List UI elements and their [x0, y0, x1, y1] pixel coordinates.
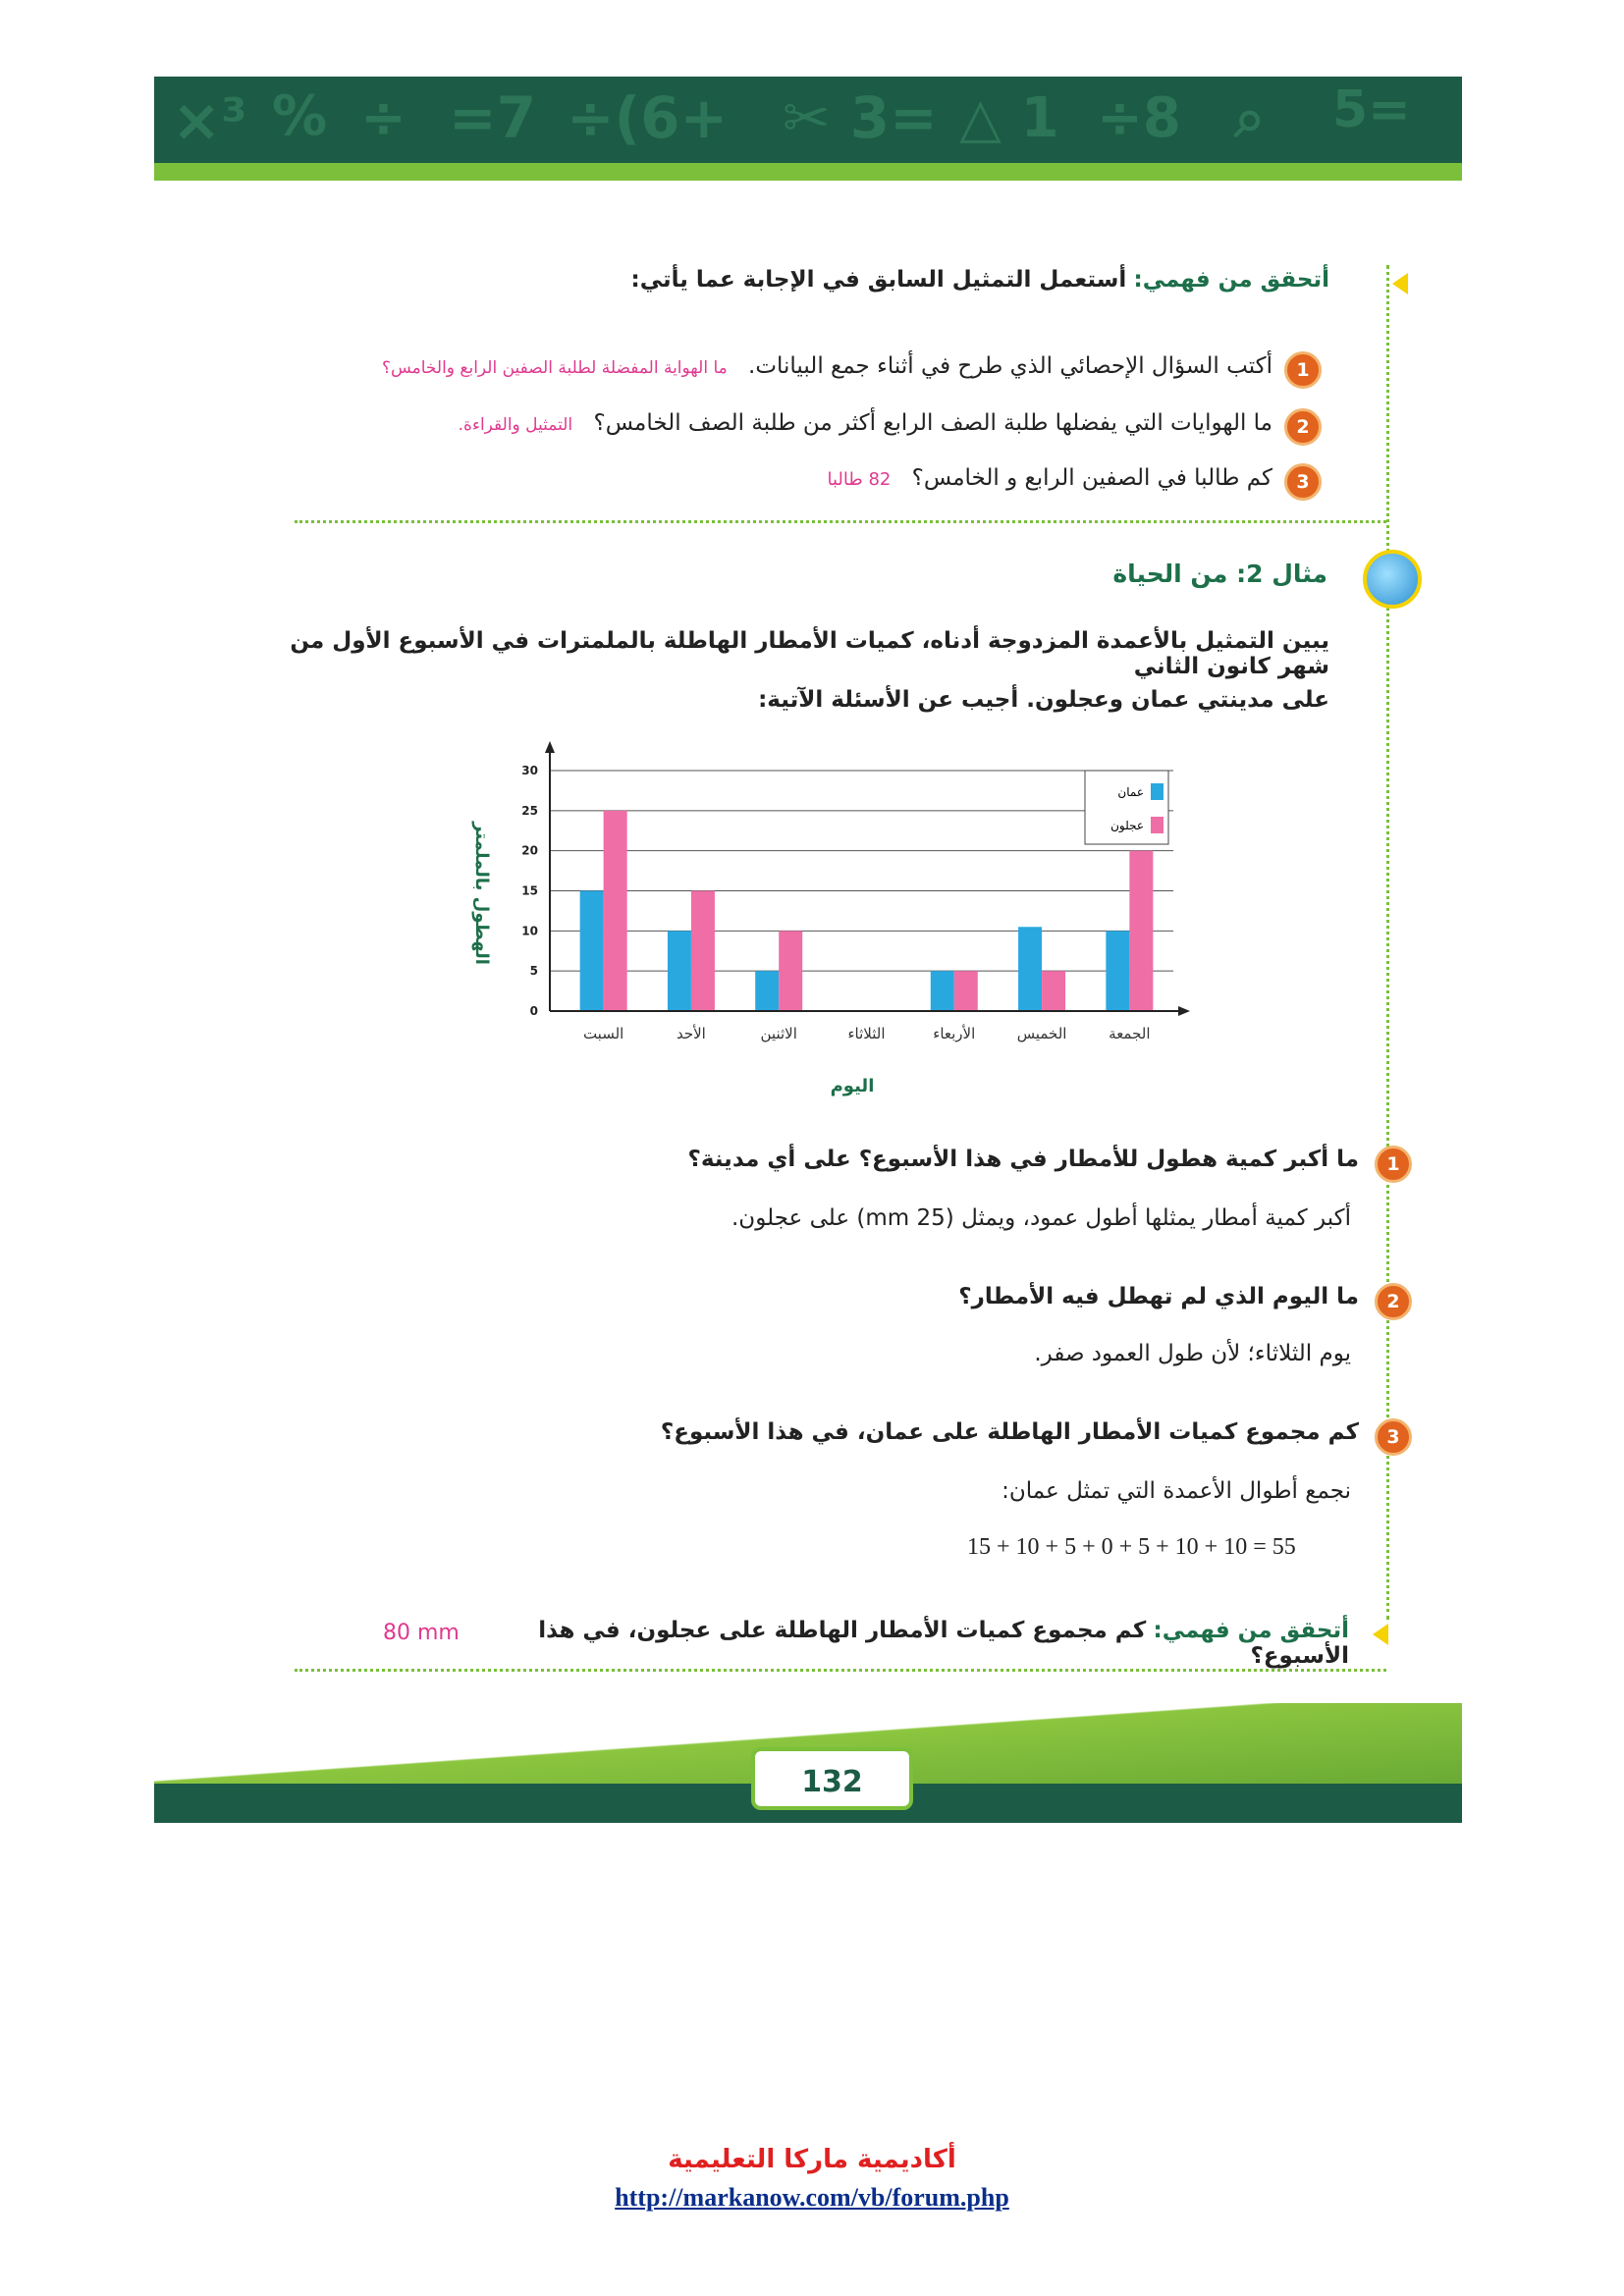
check-item-text: ما الهوايات التي يفضلها طلبة الصف الرابع أكثر من طلبة الصف الخامس؟: [593, 410, 1272, 436]
legend-label-amman: عمان: [1117, 785, 1144, 799]
academy-name: أكاديمية ماركا التعليمية: [668, 2145, 956, 2174]
check-item-answer: التمثيل والقراءة.: [458, 415, 573, 435]
item-number-1: 1: [1284, 351, 1322, 389]
y-tick-label: 20: [521, 843, 538, 858]
x-axis-arrow-icon: [1178, 1006, 1190, 1016]
bar-ajloun: [1042, 971, 1065, 1011]
check-item-text: أكتب السؤال الإحصائي الذي طرح في أثناء جمع البيانات.: [748, 353, 1272, 379]
check-item-3: [251, 465, 1272, 491]
y-tick-label: 30: [521, 764, 538, 777]
chart-bars: [580, 811, 1154, 1011]
y-tick-label: 15: [521, 883, 538, 898]
legend-swatch-amman: [1151, 783, 1164, 800]
item-number-3: 3: [1284, 463, 1322, 501]
x-tick-label: الجمعة: [1109, 1025, 1151, 1042]
section-divider: [295, 1669, 1386, 1672]
example-intro-line1: يبين التمثيل بالأعمدة المزدوجة أدناه، كميات الأمطار الهاطلة بالملمترات في الأسبوع الأول من شهر كانون الثاني: [290, 628, 1329, 679]
y-axis-label: الهطول بالملمتر: [471, 822, 492, 965]
check-item-answer: ما الهواية المفضلة لطلبة الصفين الرابع والخامس؟: [381, 358, 728, 378]
check-item-2: [251, 410, 1272, 436]
y-axis-arrow-icon: [545, 741, 555, 753]
question-3: كم مجموع كميات الأمطار الهاطلة على عمان، في هذا الأسبوع؟: [660, 1419, 1359, 1445]
x-tick-label: الثلاثاء: [847, 1025, 886, 1042]
check-label: أتحقق من فهمي:: [1153, 1618, 1349, 1643]
academy-url-container: [0, 2183, 1624, 2213]
legend-swatch-ajloun: [1151, 817, 1164, 833]
rainfall-bar-chart: [452, 741, 1208, 1109]
check-understanding-1: [289, 267, 1329, 293]
answer-2: يوم الثلاثاء؛ لأن طول العمود صفر.: [1034, 1341, 1351, 1366]
bar-ajloun: [954, 971, 978, 1011]
chart-y-ticks: [521, 764, 538, 1018]
content-frame-border: [1386, 265, 1389, 1620]
chart-gridlines: [550, 771, 1173, 971]
bar-ajloun: [1129, 851, 1153, 1011]
question-number-1: 1: [1375, 1146, 1412, 1183]
x-tick-label: الاثنين: [760, 1025, 797, 1042]
check-question: كم مجموع كميات الأمطار الهاطلة على عجلون، في هذا الأسبوع؟: [538, 1618, 1349, 1669]
question-number-2: 2: [1375, 1283, 1412, 1320]
bar-amman: [1018, 927, 1042, 1011]
check-arrow-icon: [1373, 1624, 1388, 1645]
example-title: مثال 2: من الحياة: [1112, 560, 1327, 588]
question-1: ما أكبر كمية هطول للأمطار في هذا الأسبوع؟ على أي مدينة؟: [687, 1147, 1359, 1172]
answer-3: نجمع أطوال الأعمدة التي تمثل عمان:: [1001, 1478, 1351, 1504]
x-tick-label: الخميس: [1016, 1025, 1067, 1042]
check-item-1: [251, 353, 1272, 379]
item-number-2: 2: [1284, 408, 1322, 446]
x-tick-label: الأربعاء: [933, 1025, 976, 1042]
x-tick-label: السبت: [582, 1025, 624, 1042]
bar-amman: [1106, 931, 1129, 1011]
y-tick-label: 0: [529, 1004, 538, 1018]
answer-3-equation: 15 + 10 + 5 + 0 + 5 + 10 + 10 = 55: [967, 1534, 1296, 1560]
bar-amman: [755, 971, 779, 1011]
question-2: ما اليوم الذي لم تهطل فيه الأمطار؟: [958, 1284, 1359, 1309]
bar-ajloun: [691, 891, 715, 1012]
check-answer: 80 mm: [383, 1621, 460, 1645]
globe-icon: [1363, 550, 1422, 609]
page-number: 132: [751, 1747, 913, 1810]
check-item-text: كم طالبا في الصفين الرابع و الخامس؟: [911, 465, 1272, 491]
check-item-answer: 82 طالبا: [827, 469, 892, 490]
bar-ajloun: [604, 811, 627, 1011]
x-axis-label: اليوم: [830, 1076, 875, 1096]
bar-amman: [668, 931, 691, 1011]
check-arrow-icon: [1392, 273, 1408, 294]
bar-ajloun: [779, 931, 802, 1011]
y-tick-label: 5: [529, 964, 538, 979]
bar-amman: [580, 891, 604, 1012]
header-banner: ×³ % ÷ =7 ÷(6+ ✂ 3= △ 1 ÷8 ⌕ 5=: [154, 77, 1462, 180]
check-prompt: أستعمل التمثيل السابق في الإجابة عما يأتي:: [630, 267, 1127, 293]
legend-label-ajloun: عجلون: [1110, 819, 1144, 832]
y-tick-label: 25: [521, 803, 538, 818]
question-number-3: 3: [1375, 1418, 1412, 1456]
example-intro-line2: على مدينتي عمان وعجلون. أجيب عن الأسئلة الآتية:: [758, 687, 1329, 713]
header-green-stripe: [154, 163, 1462, 181]
chart-x-ticks: [583, 1024, 1151, 1042]
answer-1: أكبر كمية أمطار يمثلها أطول عمود، ويمثل (25 mm) على عجلون.: [731, 1205, 1351, 1231]
check-label: أتحقق من فهمي:: [1133, 267, 1329, 293]
x-tick-label: الأحد: [676, 1025, 706, 1042]
check-understanding-2: [465, 1618, 1349, 1669]
bar-amman: [931, 971, 954, 1011]
section-divider: [295, 520, 1386, 523]
academy-url-link[interactable]: http://markanow.com/vb/forum.php: [615, 2183, 1009, 2212]
y-tick-label: 10: [521, 924, 538, 938]
